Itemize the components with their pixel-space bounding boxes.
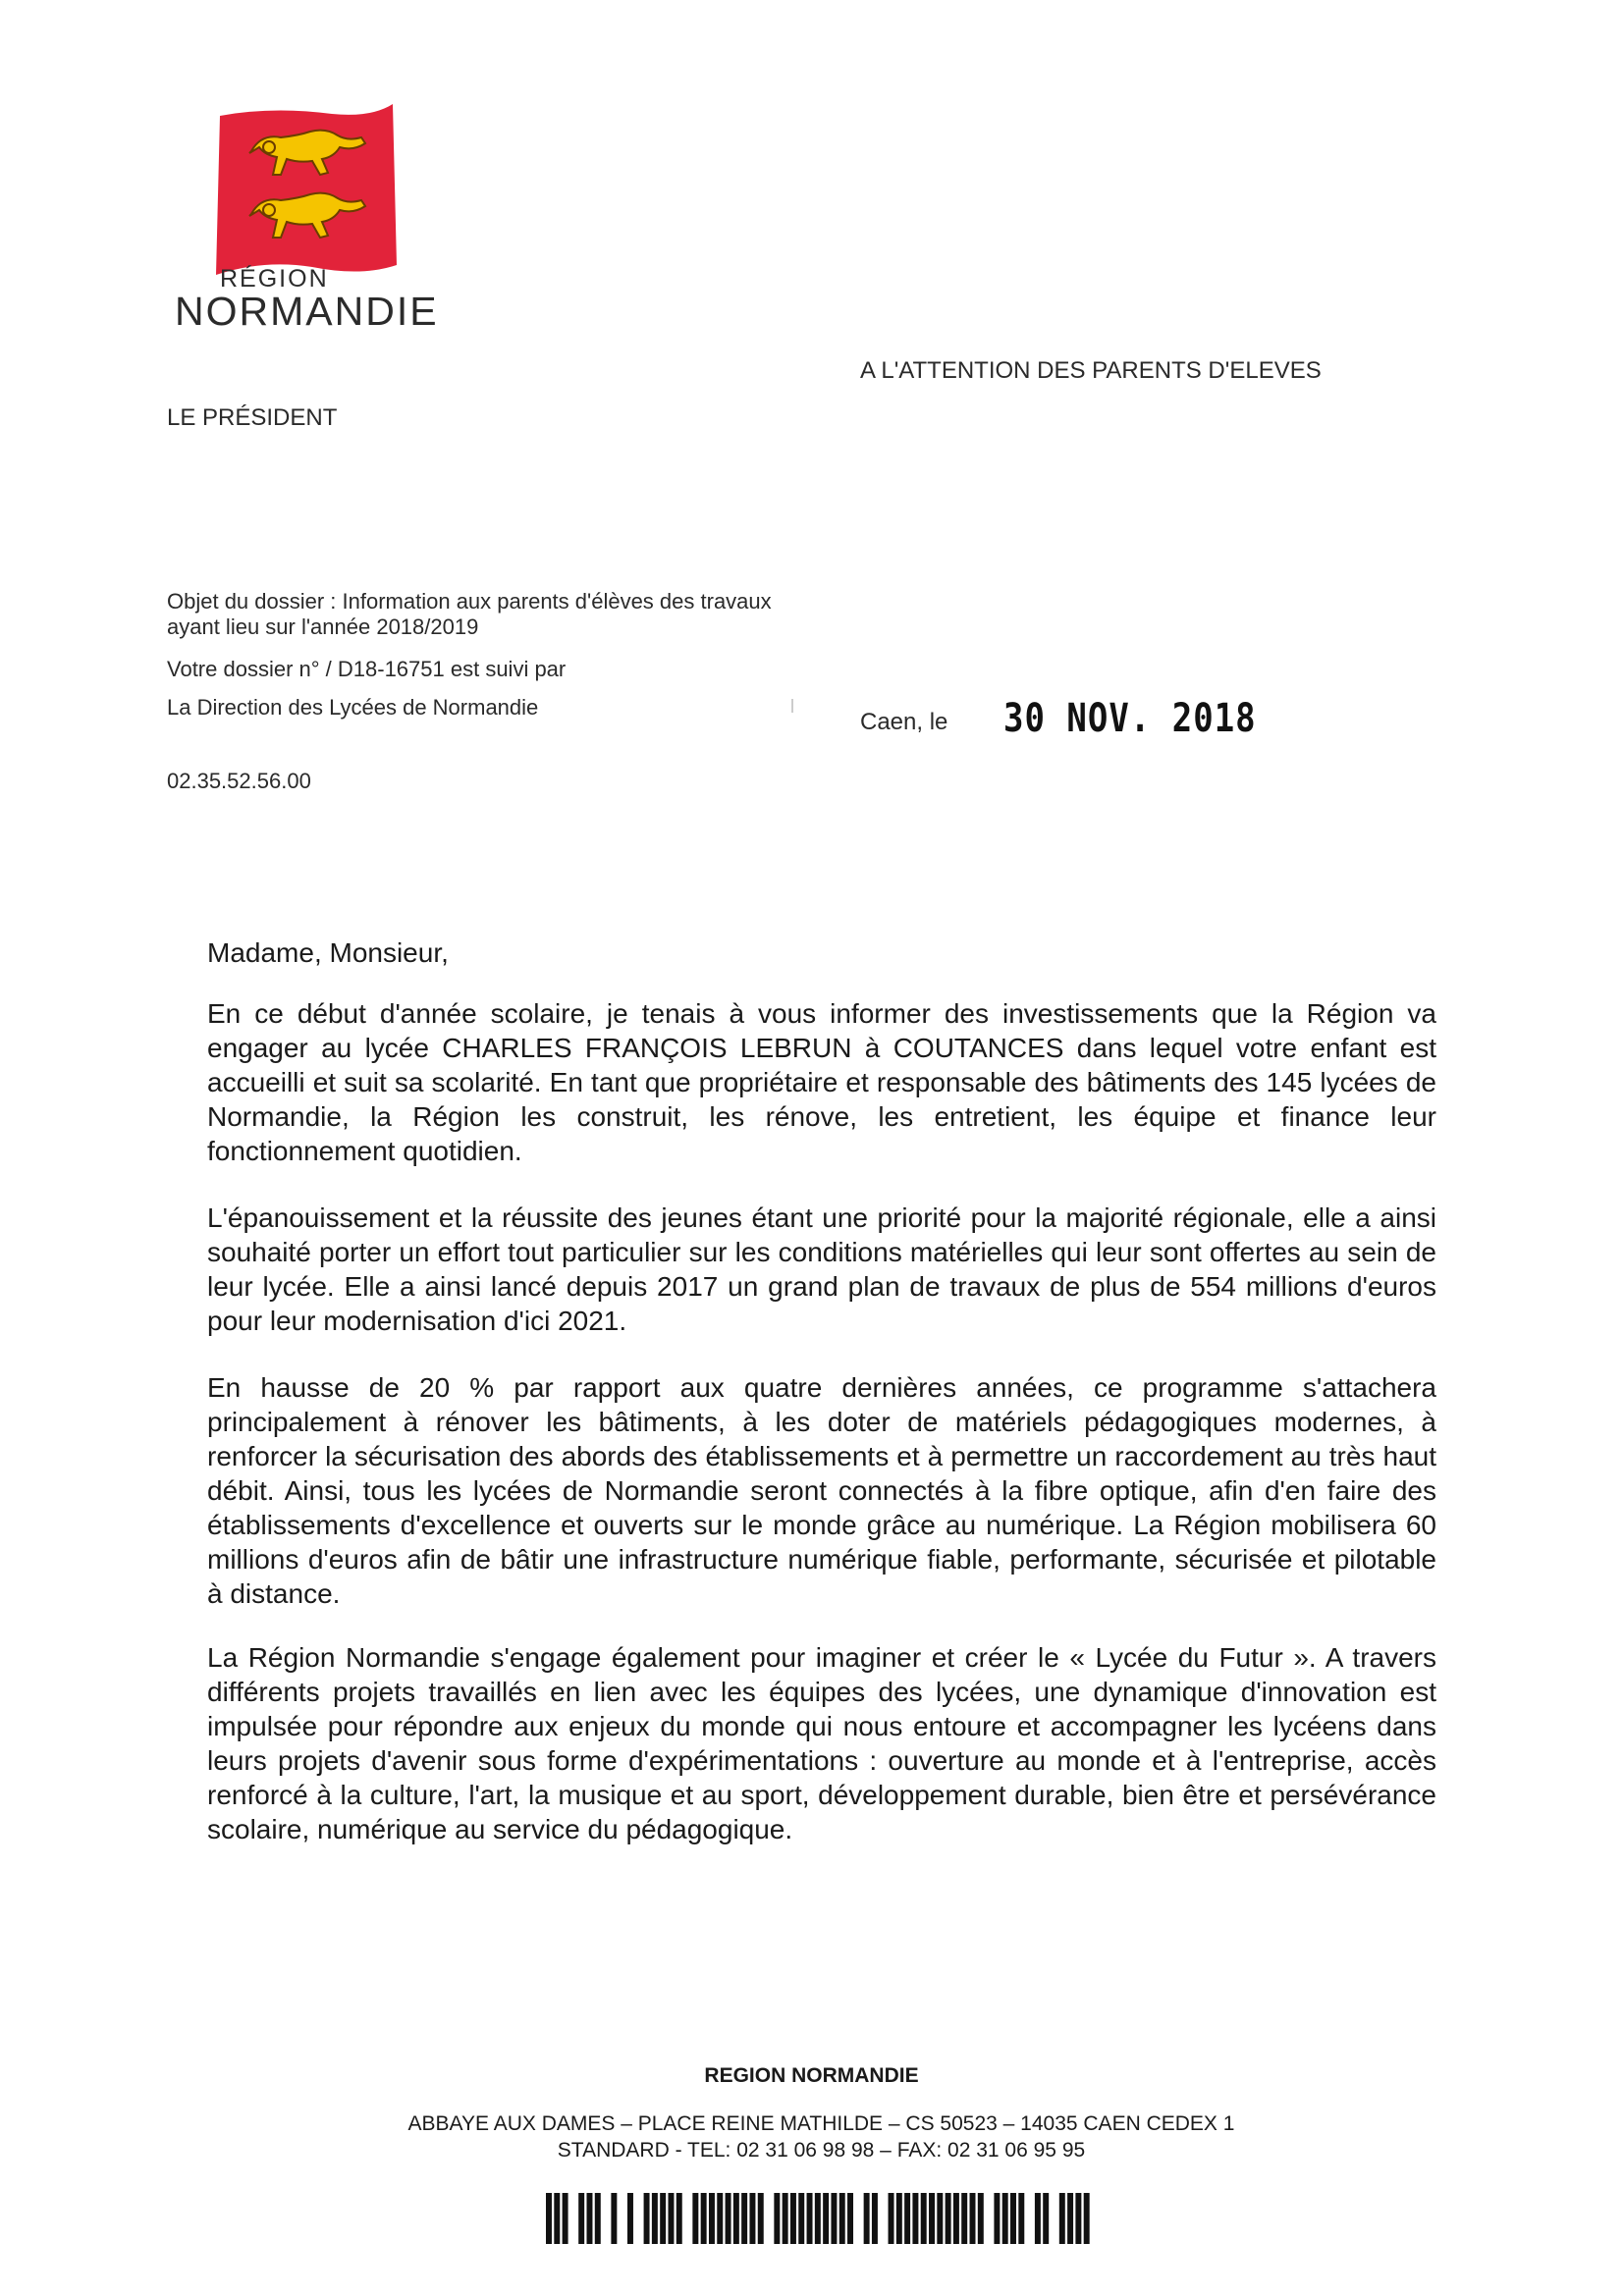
barcode-bar: [595, 2193, 601, 2244]
barcode-bar: [578, 2193, 584, 2244]
barcode-bar: [1035, 2193, 1041, 2244]
body-paragraph-4: La Région Normandie s'engage également pour imaginer et créer le « Lycée du Futur ». A travers différents projets travaillés en lien avec les équipes des lycées, une dynamique d'innovation est impulsée pour répondre aux enjeux du monde qui nous entoure et accompagner les lycéens dans leurs projets d'avenir sous forme d'expérimentations : ouverture au monde et à l'entreprise, accès renforcé à la culture, l'art, la musique et au sport, développement durable, bien être et persévérance scolaire, numérique au service du pédagogique.: [207, 1642, 1436, 1844]
barcode-bar: [758, 2193, 764, 2244]
barcode-bar: [872, 2193, 878, 2244]
barcode-bar: [831, 2193, 837, 2244]
barcode-bar: [961, 2193, 967, 2244]
barcode-bar: [847, 2193, 853, 2244]
body-paragraph-3: En hausse de 20 % par rapport aux quatre dernières années, ce programme s'attachera principalement à rénover les bâtiments, à les doter de matériels pédagogiques modernes, à renforcer la sécurisation des abords des établissements et à permettre un raccordement au très haut débit. Ainsi, tous les lycées de Normandie seront connectés à la fibre optique, afin d'en faire des établissements d'excellence et ouverts sur le monde grâce au numérique. La Région mobilisera 60 millions d'euros afin de bâtir une infrastructure numérique fiable, performante, sécurisée et pilotable à distance.: [207, 1372, 1436, 1609]
dossier-reference: Votre dossier n° / D18-16751 est suivi par: [167, 657, 567, 681]
barcode-bar: [912, 2193, 918, 2244]
barcode-bar: [717, 2193, 723, 2244]
barcode-bar: [937, 2193, 943, 2244]
barcode-bar: [676, 2193, 682, 2244]
flag-shape: [216, 104, 397, 275]
logo-normandie-text: NORMANDIE: [175, 289, 439, 334]
footer-organization: REGION NORMANDIE: [704, 2064, 919, 2087]
barcode-bar: [701, 2193, 707, 2244]
barcode-bar: [783, 2193, 788, 2244]
barcode-bar: [726, 2193, 731, 2244]
logo-region-text: RÉGION: [220, 265, 329, 293]
barcode-bar: [921, 2193, 927, 2244]
barcode-bar: [627, 2193, 633, 2244]
sender-title: LE PRÉSIDENT: [167, 404, 338, 431]
subject-line: Objet du dossier : Information aux parents d'élèves des travaux ayant lieu sur l'année 2018/2019: [167, 589, 772, 639]
barcode: [546, 2193, 1092, 2244]
barcode-bar: [644, 2193, 650, 2244]
barcode-bar: [978, 2193, 984, 2244]
barcode-bar: [660, 2193, 666, 2244]
barcode-bar: [896, 2193, 902, 2244]
barcode-bar: [692, 2193, 698, 2244]
barcode-bar: [904, 2193, 910, 2244]
footer-address-block: [0, 2110, 1623, 2163]
salutation: Madame, Monsieur,: [207, 937, 449, 968]
footer-contact: STANDARD - TEL: 02 31 06 98 98 – FAX: 02 31 06 95 95: [557, 2139, 1086, 2162]
barcode-bar: [839, 2193, 845, 2244]
barcode-bar: [1067, 2193, 1073, 2244]
barcode-bar: [554, 2193, 560, 2244]
barcode-bar: [652, 2193, 658, 2244]
body-paragraph-2: L'épanouissement et la réussite des jeunes étant une priorité pour la majorité régionale, elle a ainsi souhaité porter un effort tout particulier sur les conditions matérielles qui leur sont offertes au sein de leur lycée. Elle a ainsi lancé depuis 2017 un grand plan de travaux de plus de 554 millions d'euros pour leur modernisation d'ici 2021.: [207, 1202, 1436, 1336]
barcode-bar: [1059, 2193, 1065, 2244]
barcode-bar: [611, 2193, 617, 2244]
barcode-bar: [823, 2193, 829, 2244]
barcode-bar: [889, 2193, 894, 2244]
barcode-bar: [1043, 2193, 1049, 2244]
barcode-bar: [864, 2193, 870, 2244]
barcode-bar: [1084, 2193, 1090, 2244]
barcode-bar: [970, 2193, 976, 2244]
contact-phone: 02.35.52.56.00: [167, 769, 311, 793]
barcode-bar: [741, 2193, 747, 2244]
barcode-bar: [1018, 2193, 1024, 2244]
barcode-bar: [733, 2193, 739, 2244]
barcode-bar: [946, 2193, 951, 2244]
barcode-bar: [1075, 2193, 1081, 2244]
barcode-bar: [563, 2193, 568, 2244]
scan-mark: [791, 699, 793, 713]
body-paragraph-1: En ce début d'année scolaire, je tenais à vous informer des investissements que la Région va engager au lycée CHARLES FRANÇOIS LEBRUN à COUTANCES dans lequel votre enfant est accueilli et suit sa scolarité. En tant que propriétaire et responsable des bâtiments des 145 lycées de Normandie, la Région les construit, les rénove, les entretient, les équipe et finance leur fonctionnement quotidien.: [207, 998, 1436, 1166]
barcode-bar: [546, 2193, 552, 2244]
region-normandie-flag-logo: [214, 104, 397, 277]
barcode-bar: [815, 2193, 821, 2244]
barcode-bar: [668, 2193, 674, 2244]
barcode-bar: [807, 2193, 813, 2244]
barcode-bar: [709, 2193, 715, 2244]
barcode-bar: [1002, 2193, 1008, 2244]
barcode-bar: [798, 2193, 804, 2244]
barcode-bar: [953, 2193, 959, 2244]
barcode-bar: [929, 2193, 935, 2244]
date-stamp: 30 NOV. 2018: [1003, 695, 1257, 742]
barcode-bar: [586, 2193, 592, 2244]
barcode-bar: [994, 2193, 1000, 2244]
place-line: Caen, le: [860, 709, 948, 735]
barcode-bar: [774, 2193, 780, 2244]
barcode-bar: [1010, 2193, 1016, 2244]
barcode-bar: [749, 2193, 755, 2244]
barcode-bar: [790, 2193, 796, 2244]
footer-address: ABBAYE AUX DAMES – PLACE REINE MATHILDE – CS 50523 – 14035 CAEN CEDEX 1: [407, 2112, 1235, 2135]
handling-direction: La Direction des Lycées de Normandie: [167, 695, 539, 720]
recipient-line: A L'ATTENTION DES PARENTS D'ELEVES: [860, 357, 1322, 384]
